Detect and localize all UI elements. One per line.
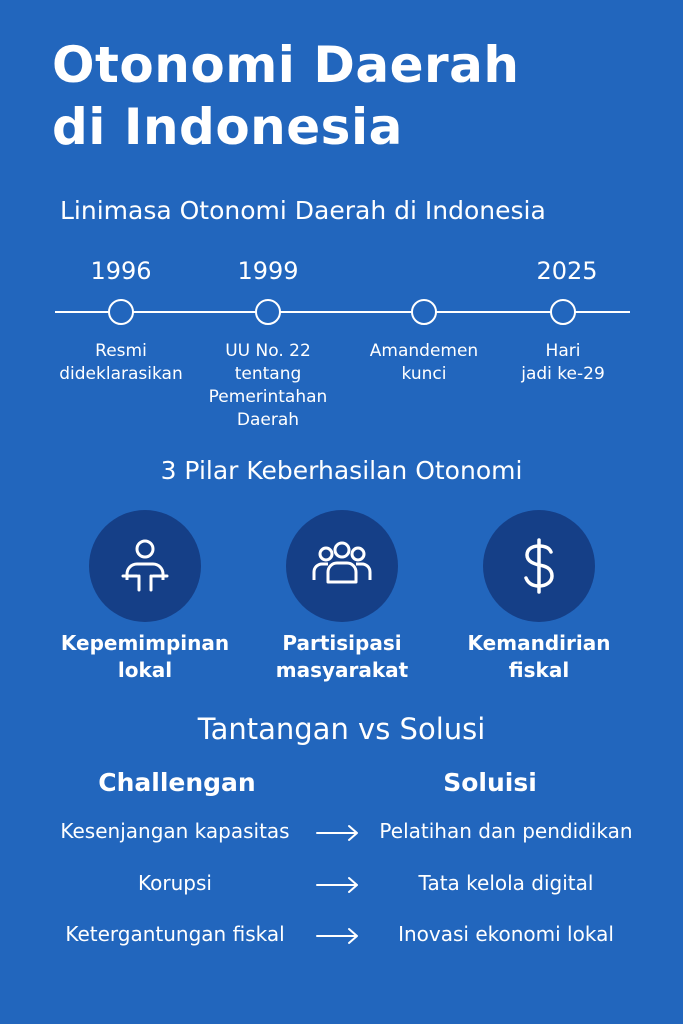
- timeline-event-2: [193, 340, 343, 432]
- challenge-item: Ketergantungan fiskal: [65, 922, 285, 946]
- pillar-label-text: lokal: [117, 658, 173, 682]
- page-title: [52, 34, 520, 158]
- pillar-label-text: masyarakat: [275, 658, 409, 682]
- solution-item: Tata kelola digital: [418, 871, 594, 895]
- arrow-right-icon: [315, 823, 361, 843]
- page-title-line1: Otonomi Daerah: [52, 36, 520, 94]
- pillar-label-text: Kemandirian: [467, 631, 611, 655]
- solution-item: Pelatihan dan pendidikan: [379, 819, 633, 843]
- pillar-label-text: Partisipasi: [282, 631, 402, 655]
- solution-item: Inovasi ekonomi lokal: [398, 922, 614, 946]
- timeline-event-text: jadi ke-29: [521, 364, 605, 384]
- challenge-item: Kesenjangan kapasitas: [60, 819, 290, 843]
- timeline-event-1: [46, 340, 196, 386]
- timeline-event-text: UU No. 22: [225, 341, 311, 361]
- timeline-event-3: [349, 340, 499, 386]
- challenge-item: Korupsi: [138, 871, 212, 895]
- pillar-circle-leadership: [89, 510, 201, 622]
- pillar-label-text: Kepemimpinan: [60, 631, 230, 655]
- timeline-node: [108, 299, 134, 325]
- timeline-event-text: Resmi: [95, 341, 147, 361]
- timeline-node: [550, 299, 576, 325]
- people-group-icon: [312, 536, 372, 596]
- page-title-line2: di Indonesia: [52, 98, 403, 156]
- timeline-event-text: Daerah: [236, 410, 300, 430]
- timeline-event-text: tentang: [234, 364, 302, 384]
- solutions-column-header: Soluisi: [443, 768, 537, 797]
- timeline-event-text: Hari: [545, 341, 581, 361]
- pillar-circle-fiscal: [483, 510, 595, 622]
- timeline-line: [55, 311, 630, 313]
- timeline-event-text: Pemerintahan: [208, 387, 328, 407]
- pillars-heading: 3 Pilar Keberhasilan Otonomi: [160, 456, 523, 485]
- pillar-label-text: fiskal: [508, 658, 570, 682]
- timeline-year-1996: 1996: [90, 257, 152, 285]
- arrow-right-icon: [315, 875, 361, 895]
- timeline-event-4: [488, 340, 638, 386]
- timeline-event-text: dideklarasikan: [59, 364, 183, 384]
- pillar-label-fiscal: [439, 630, 639, 684]
- timeline-node: [255, 299, 281, 325]
- pillar-circle-participation: [286, 510, 398, 622]
- pillar-label-leadership: [45, 630, 245, 684]
- timeline-heading: Linimasa Otonomi Daerah di Indonesia: [60, 196, 546, 225]
- timeline-event-text: Amandemen: [369, 341, 479, 361]
- timeline-node: [411, 299, 437, 325]
- challenges-heading: Tantangan vs Solusi: [197, 712, 486, 746]
- timeline-event-text: kunci: [401, 364, 447, 384]
- dollar-icon: [509, 536, 569, 596]
- timeline-year-1999: 1999: [237, 257, 299, 285]
- leader-icon: [115, 536, 175, 596]
- timeline-year-2025: 2025: [536, 257, 598, 285]
- challenges-column-header: Challengan: [98, 768, 256, 797]
- pillar-label-participation: [242, 630, 442, 684]
- arrow-right-icon: [315, 926, 361, 946]
